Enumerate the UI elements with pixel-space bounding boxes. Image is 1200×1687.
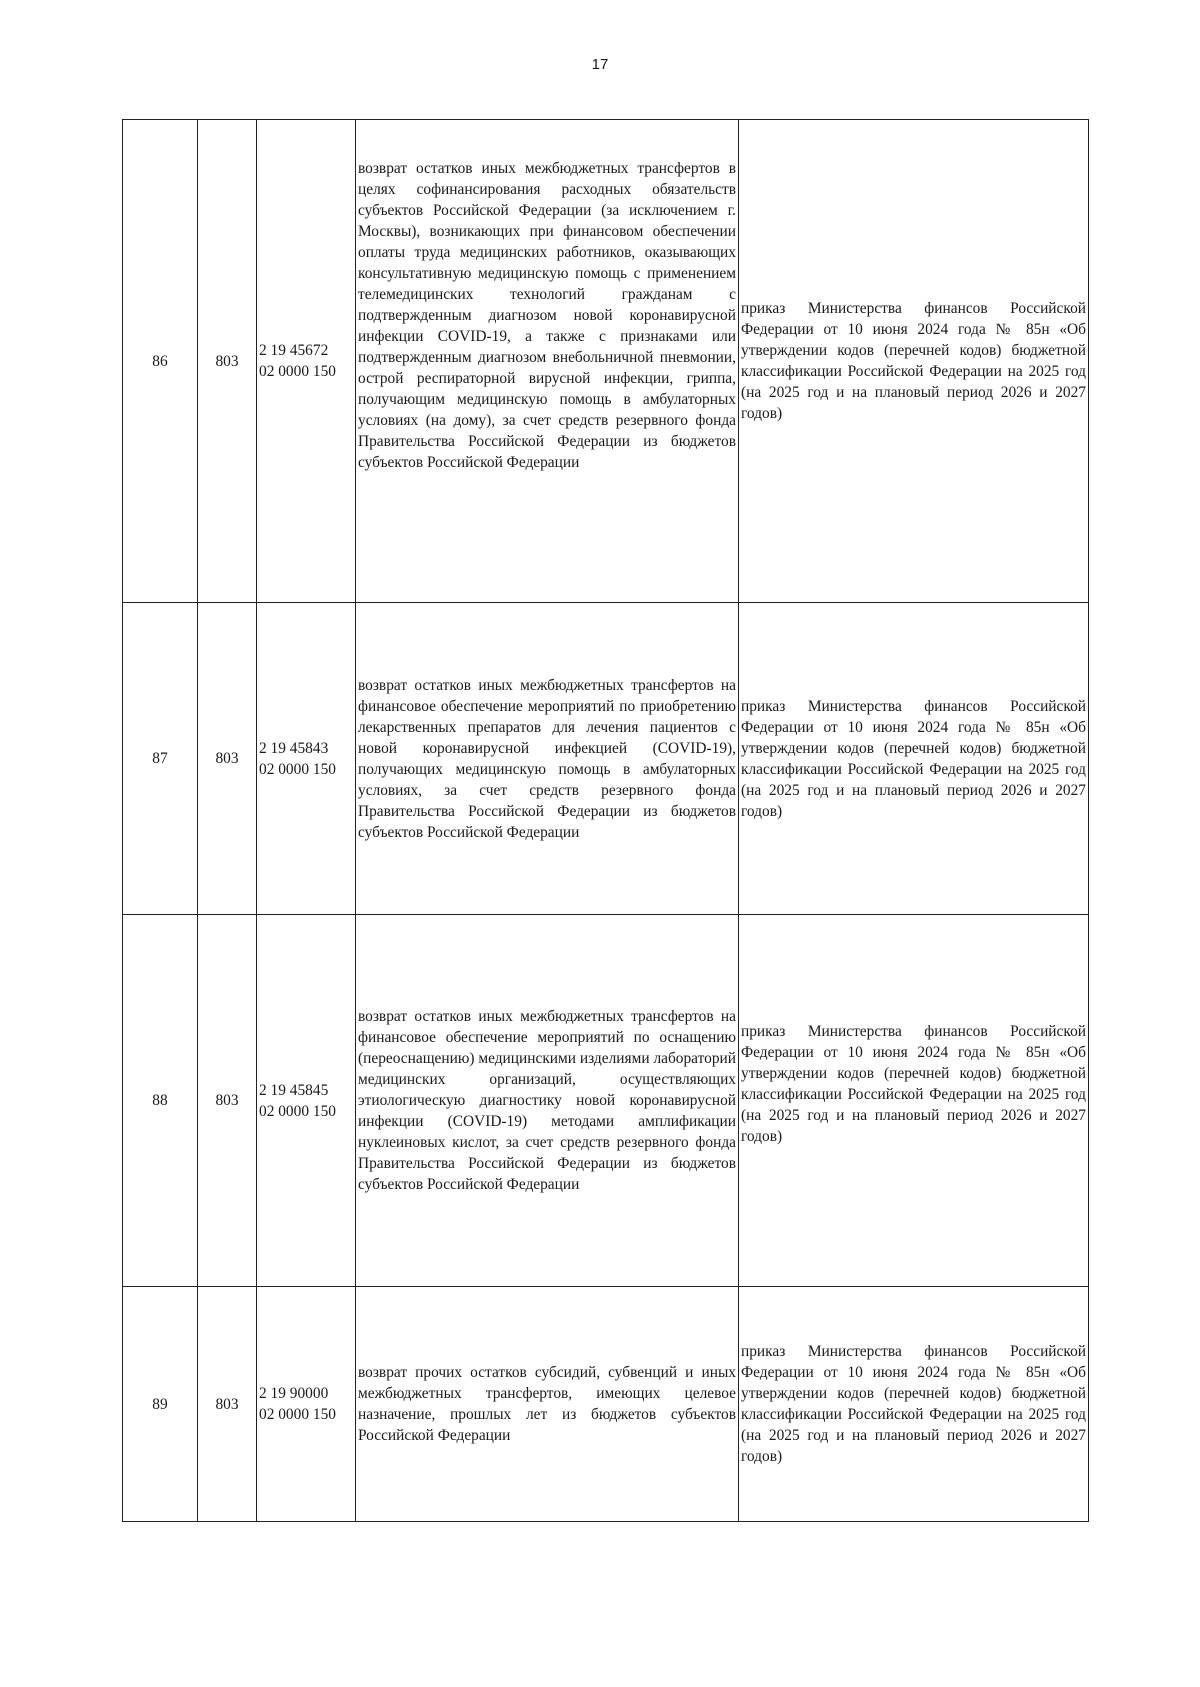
row-number: 88 [123,915,198,1287]
code-line-1: 2 19 45672 [259,342,329,359]
budget-classification-code [257,1287,356,1522]
code-description: возврат прочих остатков субсидий, субвенций и иных межбюджетных трансфертов, имеющих целевое назначение, прошлых лет из бюджетов субъектов Российской Федерации [356,1287,739,1522]
code-description: возврат остатков иных межбюджетных трансфертов в целях софинансирования расходных обязательств субъектов Российской Федерации (за исключением г. Москвы), возникающих при финансовом обеспечении оплаты труда медицинских работников, оказывающих консультативную медицинскую помощь с применением телемедицинских технологий гражданам с подтвержденным диагнозом новой коронавирусной инфекции COVID-19, а также с признаками или подтвержденным диагнозом внебольничной пневмонии, острой респираторной вирусной инфекции, гриппа, получающим медицинскую помощь в амбулаторных условиях (на дому), за счет средств резервного фонда Правительства Российской Федерации из бюджетов субъектов Российской Федерации [356,120,739,603]
code-line-1: 2 19 45845 [259,1081,329,1099]
budget-classification-code [257,915,356,1287]
code-description: возврат остатков иных межбюджетных трансфертов на финансовое обеспечение мероприятий по оснащению (переоснащению) медицинскими изделиями лабораторий медицинских организаций, осуществляющих этиологическую диагностику новой коронавирусной инфекции (COVID-19) методами амплификации нуклеиновых кислот, за счет средств резервного фонда Правительства Российской Федерации из бюджетов субъектов Российской Федерации [356,915,739,1287]
legal-basis: приказ Министерства финансов Российской Федерации от 10 июня 2024 года № 85н «Об утверждении кодов (перечней кодов) бюджетной классификации Российской Федерации на 2025 год (на 2025 год и на плановый период 2026 и 2027 годов) [739,603,1089,915]
code-line-2: 02 0000 150 [259,760,336,778]
legal-basis: приказ Министерства финансов Российской Федерации от 10 июня 2024 года № 85н «Об утверждении кодов (перечней кодов) бюджетной классификации Российской Федерации на 2025 год (на 2025 год и на плановый период 2026 и 2027 годов) [739,120,1089,603]
table-row [123,120,1089,603]
code-line-1: 2 19 90000 [259,1385,329,1402]
code-line-2: 02 0000 150 [259,1406,336,1423]
code-line-1: 2 19 45843 [259,739,329,757]
legal-basis: приказ Министерства финансов Российской Федерации от 10 июня 2024 года № 85н «Об утверждении кодов (перечней кодов) бюджетной классификации Российской Федерации на 2025 год (на 2025 год и на плановый период 2026 и 2027 годов) [739,915,1089,1287]
budget-codes-table [122,119,1089,1522]
legal-basis: приказ Министерства финансов Российской Федерации от 10 июня 2024 года № 85н «Об утверждении кодов (перечней кодов) бюджетной классификации Российской Федерации на 2025 год (на 2025 год и на плановый период 2026 и 2027 годов) [739,1287,1089,1522]
administrator-code: 803 [198,915,257,1287]
code-line-2: 02 0000 150 [259,363,336,380]
budget-classification-code [257,603,356,915]
administrator-code: 803 [198,120,257,603]
code-line-2: 02 0000 150 [259,1102,336,1120]
administrator-code: 803 [198,1287,257,1522]
row-number: 86 [123,120,198,603]
row-number: 87 [123,603,198,915]
table-row [123,603,1089,915]
table-row [123,1287,1089,1522]
budget-classification-code [257,120,356,603]
page-number: 17 [591,56,609,73]
row-number: 89 [123,1287,198,1522]
administrator-code: 803 [198,603,257,915]
table-row [123,915,1089,1287]
code-description: возврат остатков иных межбюджетных трансфертов на финансовое обеспечение мероприятий по приобретению лекарственных препаратов для лечения пациентов с новой коронавирусной инфекцией (COVID-19), получающих медицинскую помощь в амбулаторных условиях, за счет средств резервного фонда Правительства Российской Федерации из бюджетов субъектов Российской Федерации [356,603,739,915]
